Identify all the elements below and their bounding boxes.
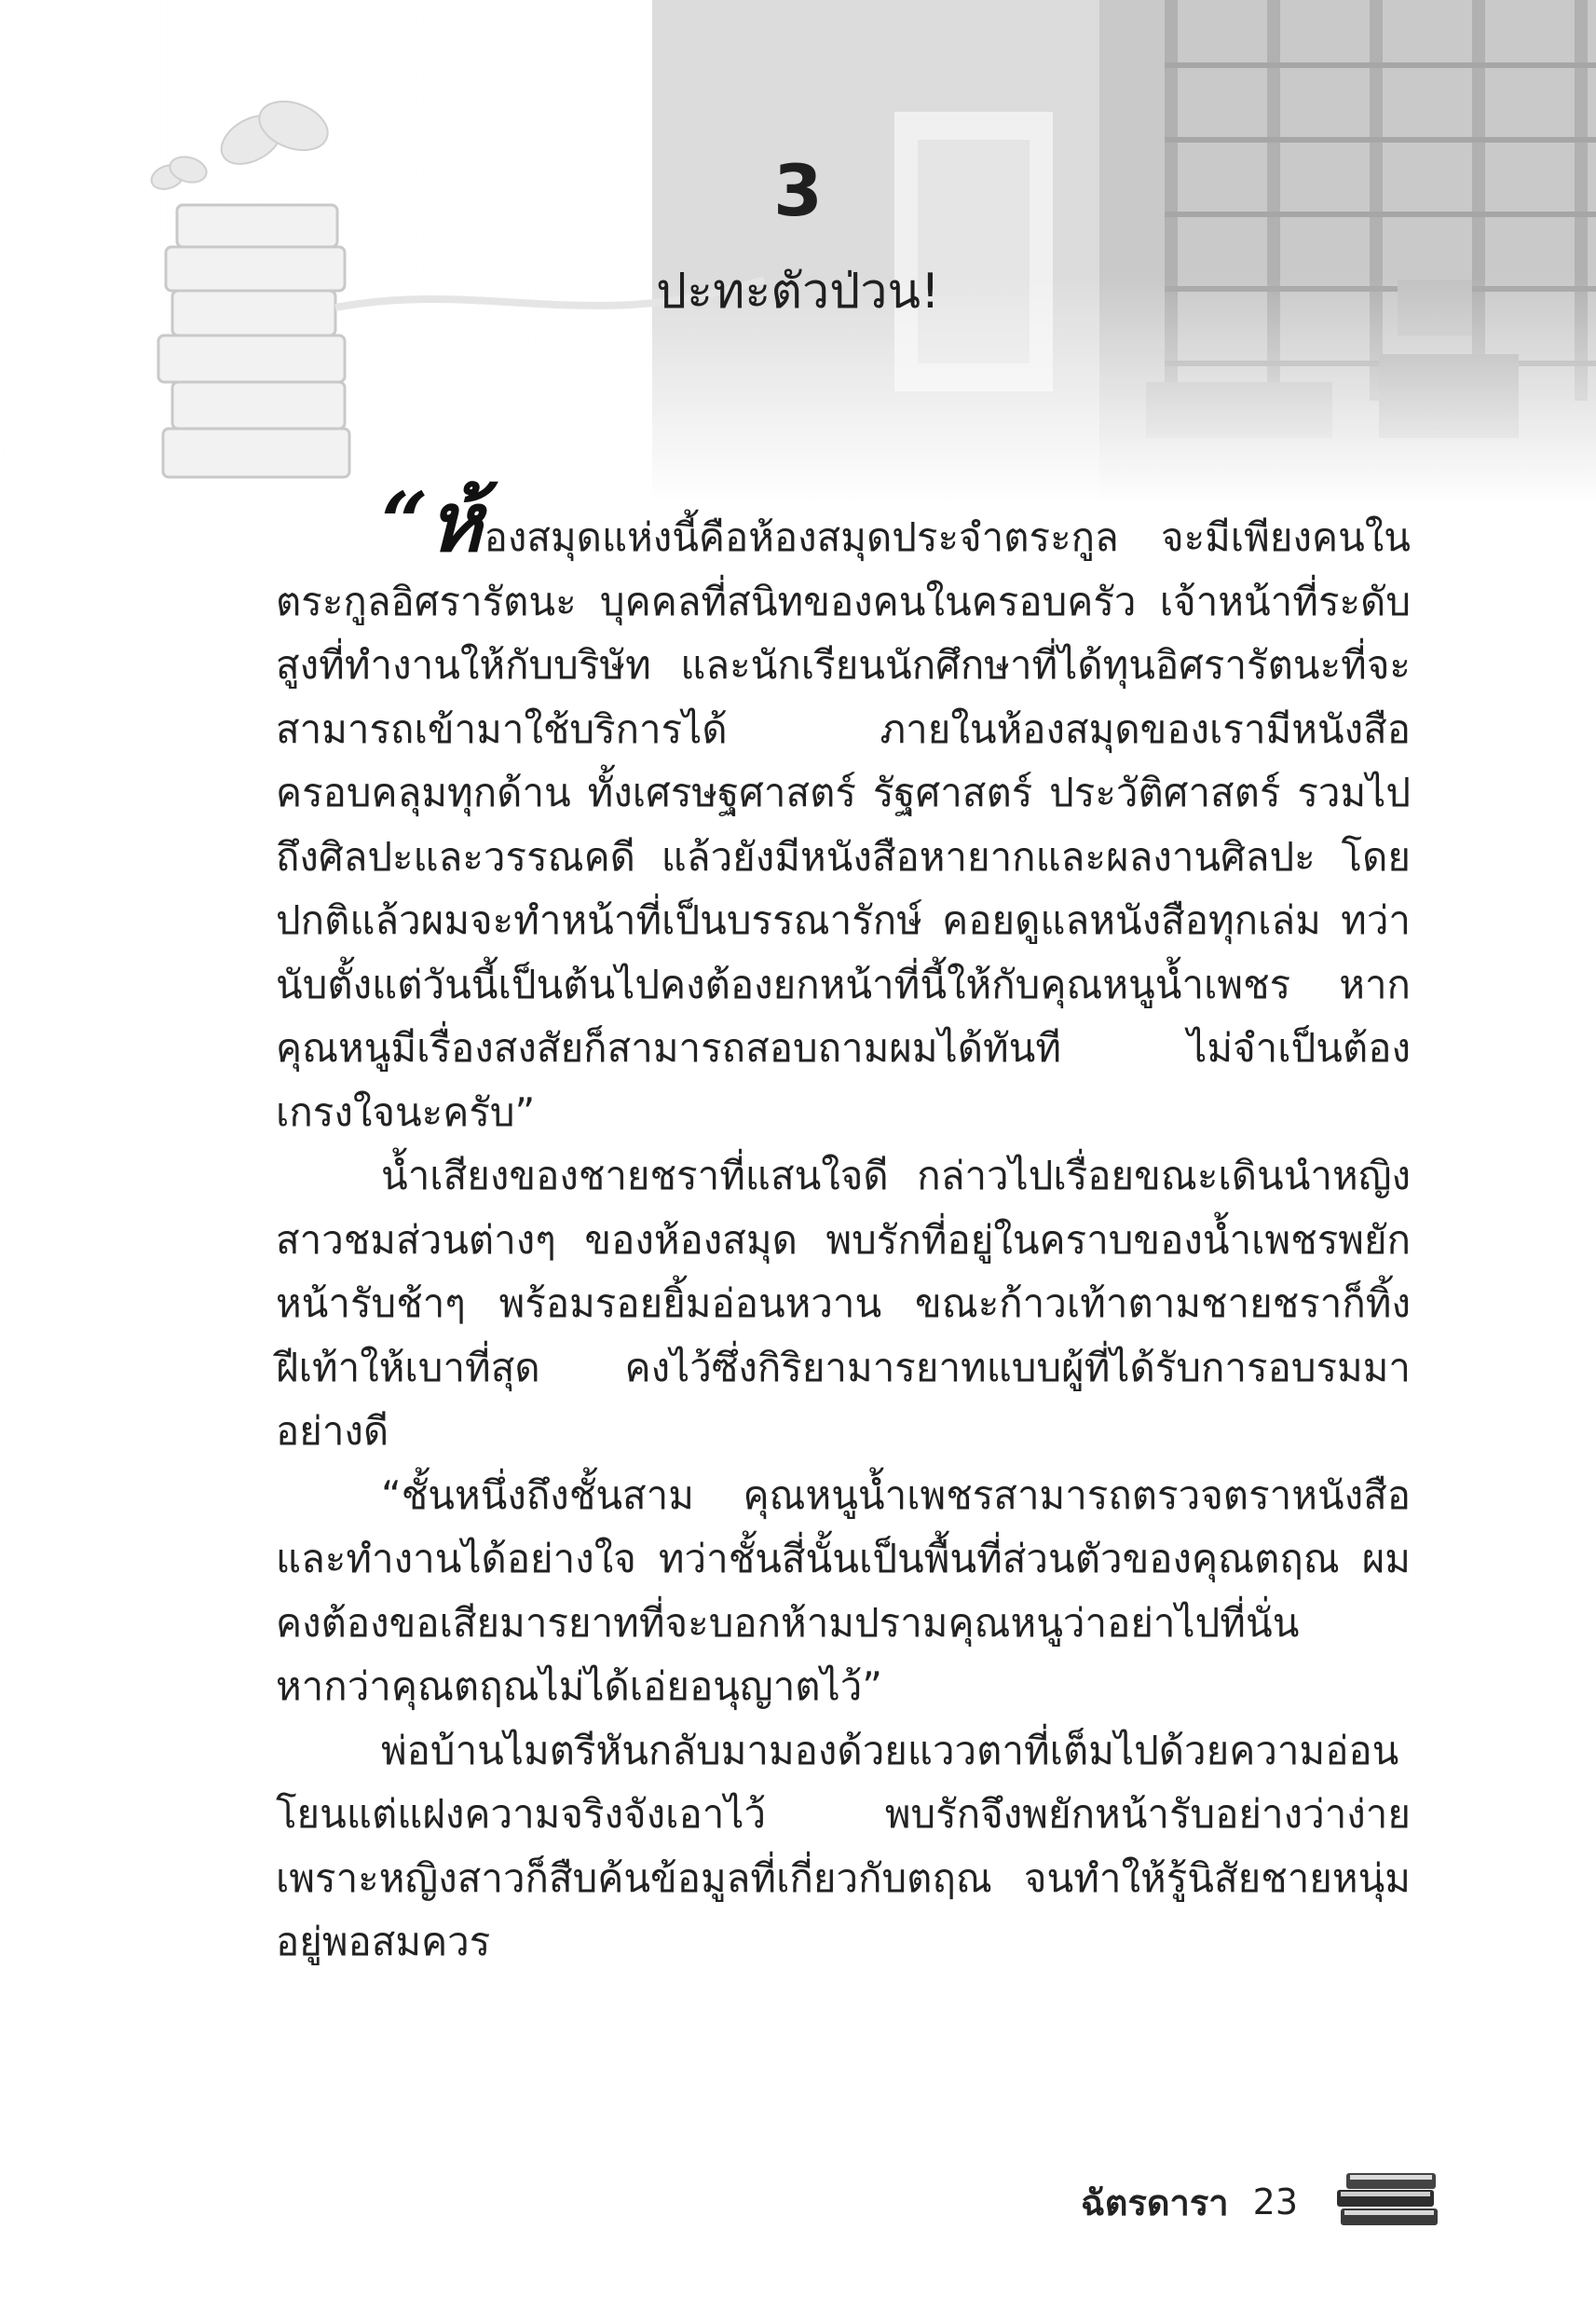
stacked-books-illustration: [158, 205, 349, 477]
paragraph: พ่อบ้านไมตรีหันกลับมามองด้วยแววตาที่เต็มไปด้วยความอ่อนโยนแต่แฝงความจริงจังเอาไว้ พบรักจึงพยักหน้ารับอย่างว่าง่าย เพราะหญิงสาวก็สืบค้นข้อมูลที่เกี่ยวกับตฤณ จนทำให้รู้นิสัยชายหนุ่มอยู่พอสมควร: [276, 1727, 1411, 1964]
drop-cap: “ห้: [381, 473, 483, 570]
paragraph-text: องสมุดแห่งนี้คือห้องสมุดประจำตระกูล จะมีเพียงคนในตระกูลอิศรารัตนะ บุคคลที่สนิทของคนในครอบครัว เจ้าหน้าที่ระดับสูงที่ทำงานให้กับบริษัท และนักเรียนนักศึกษาที่ได้ทุนอิศรารัตนะที่จะสามารถเข้ามาใช้บริการได้ ภายในห้องสมุดของเรามีหนังสือครอบคลุมทุกด้าน ทั้งเศรษฐศาสตร์ รัฐศาสตร์ ประวัติศาสตร์ รวมไปถึงศิลปะและวรรณคดี แล้วยังมีหนังสือหายากและผลงานศิลปะ โดยปกติแล้วผมจะทำหน้าที่เป็นบรรณารักษ์ คอยดูแลหนังสือทุกเล่ม ทว่านับตั้งแต่วันนี้เป็นต้นไปคงต้องยกหน้าที่นี้ให้กับคุณหนูน้ำเพชร หากคุณหนูมีเรื่องสงสัยก็สามารถสอบถามผมได้ทันที ไม่จำเป็นต้องเกรงใจนะครับ”: [276, 514, 1411, 1135]
chapter-body: [276, 473, 1411, 1975]
page-footer: [1081, 2171, 1442, 2233]
chapter-title: ปะทะตัวป่วน!: [656, 264, 940, 320]
paragraph: [276, 473, 1411, 1144]
footer-author: ฉัตรดารา: [1080, 2181, 1229, 2223]
page-number: 23: [1252, 2181, 1298, 2222]
paragraph: “ชั้นหนึ่งถึงชั้นสาม คุณหนูน้ำเพชรสามารถตรวจตราหนังสือและทำงานได้อย่างใจ ทว่าชั้นสี่นั้นเป็นพื้นที่ส่วนตัวของคุณตฤณ ผมคงต้องขอเสียมารยาทที่จะบอกห้ามปรามคุณหนูว่าอย่าไปที่นั่น หากว่าคุณตฤณไม่ได้เอ่ยอนุญาตไว้”: [276, 1471, 1411, 1709]
chapter-number: 3: [773, 149, 823, 232]
paragraph: น้ำเสียงของชายชราที่แสนใจดี กล่าวไปเรื่อยขณะเดินนำหญิงสาวชมส่วนต่างๆ ของห้องสมุด พบรักที่อยู่ในคราบของน้ำเพชรพยักหน้ารับช้าๆ พร้อมรอยยิ้มอ่อนหวาน ขณะก้าวเท้าตามชายชราก็ทิ้งฝีเท้าให้เบาที่สุด คงไว้ซึ่งกิริยามารยาทแบบผู้ที่ได้รับการอบรมมาอย่างดี: [276, 1153, 1411, 1454]
stacked-books-icon: [1335, 2171, 1442, 2233]
